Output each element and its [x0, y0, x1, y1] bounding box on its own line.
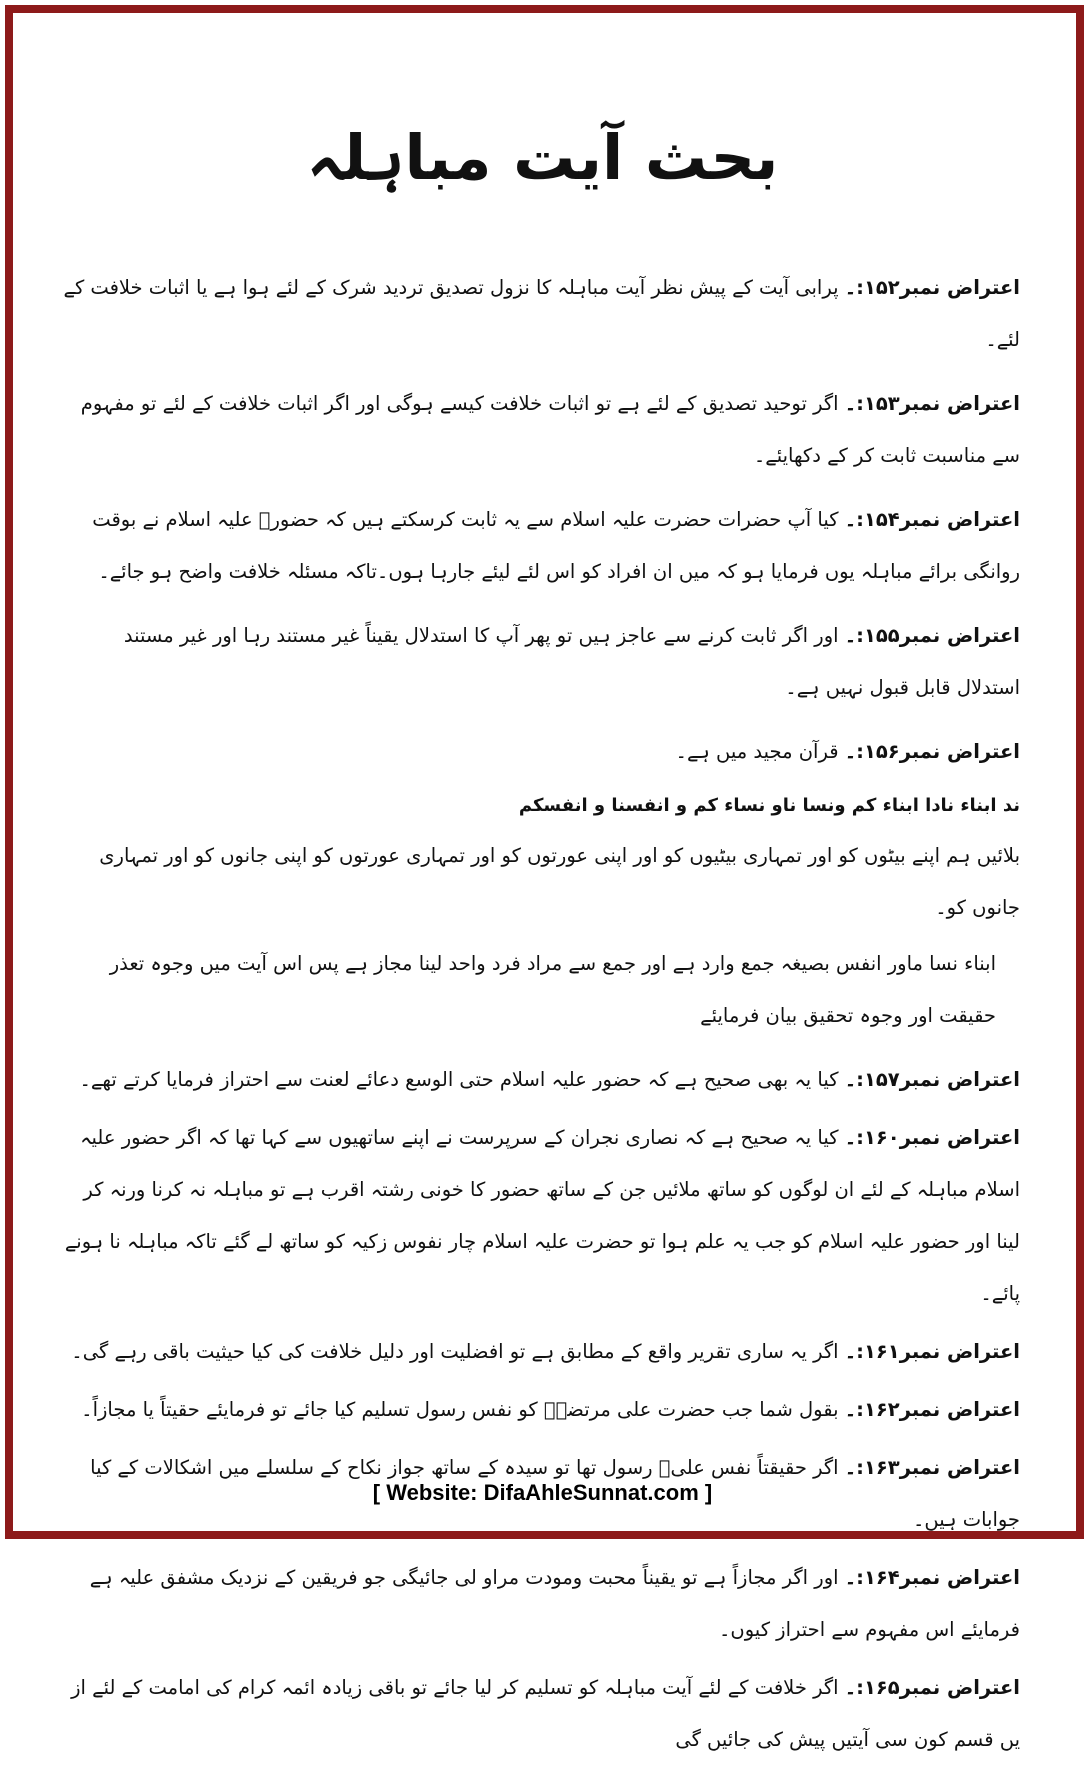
objection-text: اگر حقیقتاً نفس علیؓ رسول تھا تو سیدہ کے ساتھ جواز نکاح کے سلسلے میں اشکالات کے کیا جوابات ہیں۔ [90, 1456, 1020, 1531]
objection-text: اگر خلافت کے لئے آیت مباہلہ کو تسلیم کر لیا جائے تو باقی زیادہ ائمہ کرام کی امامت کے لئے از یں قسم کون سی آیتیں پیش کی جائیں گی [71, 1676, 1020, 1751]
objection-text: پرابی آیت کے پیش نظر آیت مباہلہ کا نزول تصدیق تردید شرک کے لئے ہوا ہے یا اثبات خلافت کے لئے۔ [63, 276, 1020, 351]
objection-157 [55, 1054, 1020, 1106]
objection-153 [55, 378, 1020, 482]
objection-text: کیا یہ صحیح ہے کہ نصاری نجران کے سرپرست نے اپنے ساتھیوں سے کہا تھا کہ اگر حضور علیہ اسلام مباہلہ کے لئے ان لوگوں کو ساتھ ملائیں جن کے ساتھ حضور کا خونی رشتہ اقرب ہے تو مباہلہ نہ کرنا ورنہ کر لینا اور حضور علیہ اسلام کو جب یہ علم ہوا تو حضرت علیہ اسلام چار نفوس زکیہ کو ساتھ لے گئے تاکہ مباہلہ نا ہونے پائے۔ [64, 1126, 1020, 1305]
objection-165 [55, 1662, 1020, 1766]
objection-156 [55, 726, 1020, 778]
objection-label: اعتراض نمبر۱۶۴:۔ [844, 1566, 1020, 1589]
objection-text: اگر یہ ساری تقریر واقع کے مطابق ہے تو افضلیت اور دلیل خلافت کی کیا حیثیت باقی رہے گی۔ [71, 1340, 839, 1363]
document-body [55, 262, 1020, 1772]
quran-verse: ند ابناء نادا ابناء کم ونسا ناو نساء کم و انفسنا و انفسکم [518, 795, 1020, 816]
objection-155 [55, 610, 1020, 714]
verse-translation: بلائیں ہم اپنے بیٹوں کو اور تمہاری بیٹیوں کو اور اپنی عورتوں کو اور تمہاری عورتوں کو اپنی جانوں کو اور تمہاری جانوں کو۔ [99, 844, 1020, 919]
objection-text: اور اگر مجازاً ہے تو یقیناً محبت ومودت مراو لی جائیگی جو فریقین کے نزدیک مشفق علیہ ہے فرمایئے اس مفہوم سے احتراز کیوں۔ [89, 1566, 1020, 1641]
objection-label: اعتراض نمبر۱۵۷:۔ [844, 1068, 1020, 1091]
objection-label: اعتراض نمبر۱۶۳:۔ [844, 1456, 1020, 1479]
objection-text: قرآن مجید میں ہے۔ [675, 740, 839, 763]
objection-text: اگر توحید تصدیق کے لئے ہے تو اثبات خلافت کیسے ہوگی اور اگر اثبات خلافت کے لئے تو مفہوم سے مناسبت ثابت کر کے دکھایئے۔ [80, 392, 1020, 467]
objection-162 [55, 1384, 1020, 1436]
objection-label: اعتراض نمبر۱۶۵:۔ [844, 1676, 1020, 1699]
commentary: ابناء نسا ماور انفس بصیغہ جمع وارد ہے اور جمع سے مراد فرد واحد لینا مجاز ہے پس اس آیت میں وجوہ تعذر حقیقت اور وجوہ تحقیق بیان فرمایئے [109, 952, 996, 1027]
objection-text: کیا یہ بھی صحیح ہے کہ حضور علیہ اسلام حتی الوسع دعائے لعنت سے احتراز فرمایا کرتے تھے۔ [79, 1068, 839, 1091]
objection-label: اعتراض نمبر۱۵۳:۔ [844, 392, 1020, 415]
objection-160 [55, 1112, 1020, 1320]
objection-label: اعتراض نمبر۱۵۶:۔ [844, 740, 1020, 763]
objection-152 [55, 262, 1020, 366]
objection-label: اعتراض نمبر۱۶۲:۔ [844, 1398, 1020, 1421]
website-footer: [ Website: DifaAhleSunnat.com ] [372, 1480, 713, 1505]
objection-label: اعتراض نمبر۱۵۴:۔ [844, 508, 1020, 531]
objection-label: اعتراض نمبر۱۵۵:۔ [844, 624, 1020, 647]
objection-text: بقول شما جب حضرت علی مرتضےؓ کو نفس رسول تسلیم کیا جائے تو فرمایئے حقیتاً یا مجازاً۔ [81, 1398, 839, 1421]
objection-label: اعتراض نمبر۱۵۲:۔ [844, 276, 1020, 299]
objection-label: اعتراض نمبر۱۶۰:۔ [844, 1126, 1020, 1149]
objection-154 [55, 494, 1020, 598]
objection-label: اعتراض نمبر۱۶۱:۔ [844, 1340, 1020, 1363]
objection-161 [55, 1326, 1020, 1378]
page-title: بحث آیت مباہلہ [306, 121, 779, 194]
objection-164 [55, 1552, 1020, 1656]
objection-text: اور اگر ثابت کرنے سے عاجز ہیں تو پھر آپ کا استدلال یقیناً غیر مستند رہا اور غیر مستند استدلال قابل قبول نہیں ہے۔ [123, 624, 1020, 699]
objection-text: کیا آپ حضرات حضرت علیہ اسلام سے یہ ثابت کرسکتے ہیں کہ حضورؑ علیہ اسلام نے بوقت روانگی برائے مباہلہ یوں فرمایا ہو کہ میں ان افراد کو اس لئے لیئے جارہا ہوں۔تاکہ مسئلہ خلافت واضح ہو جائے۔ [92, 508, 1020, 583]
